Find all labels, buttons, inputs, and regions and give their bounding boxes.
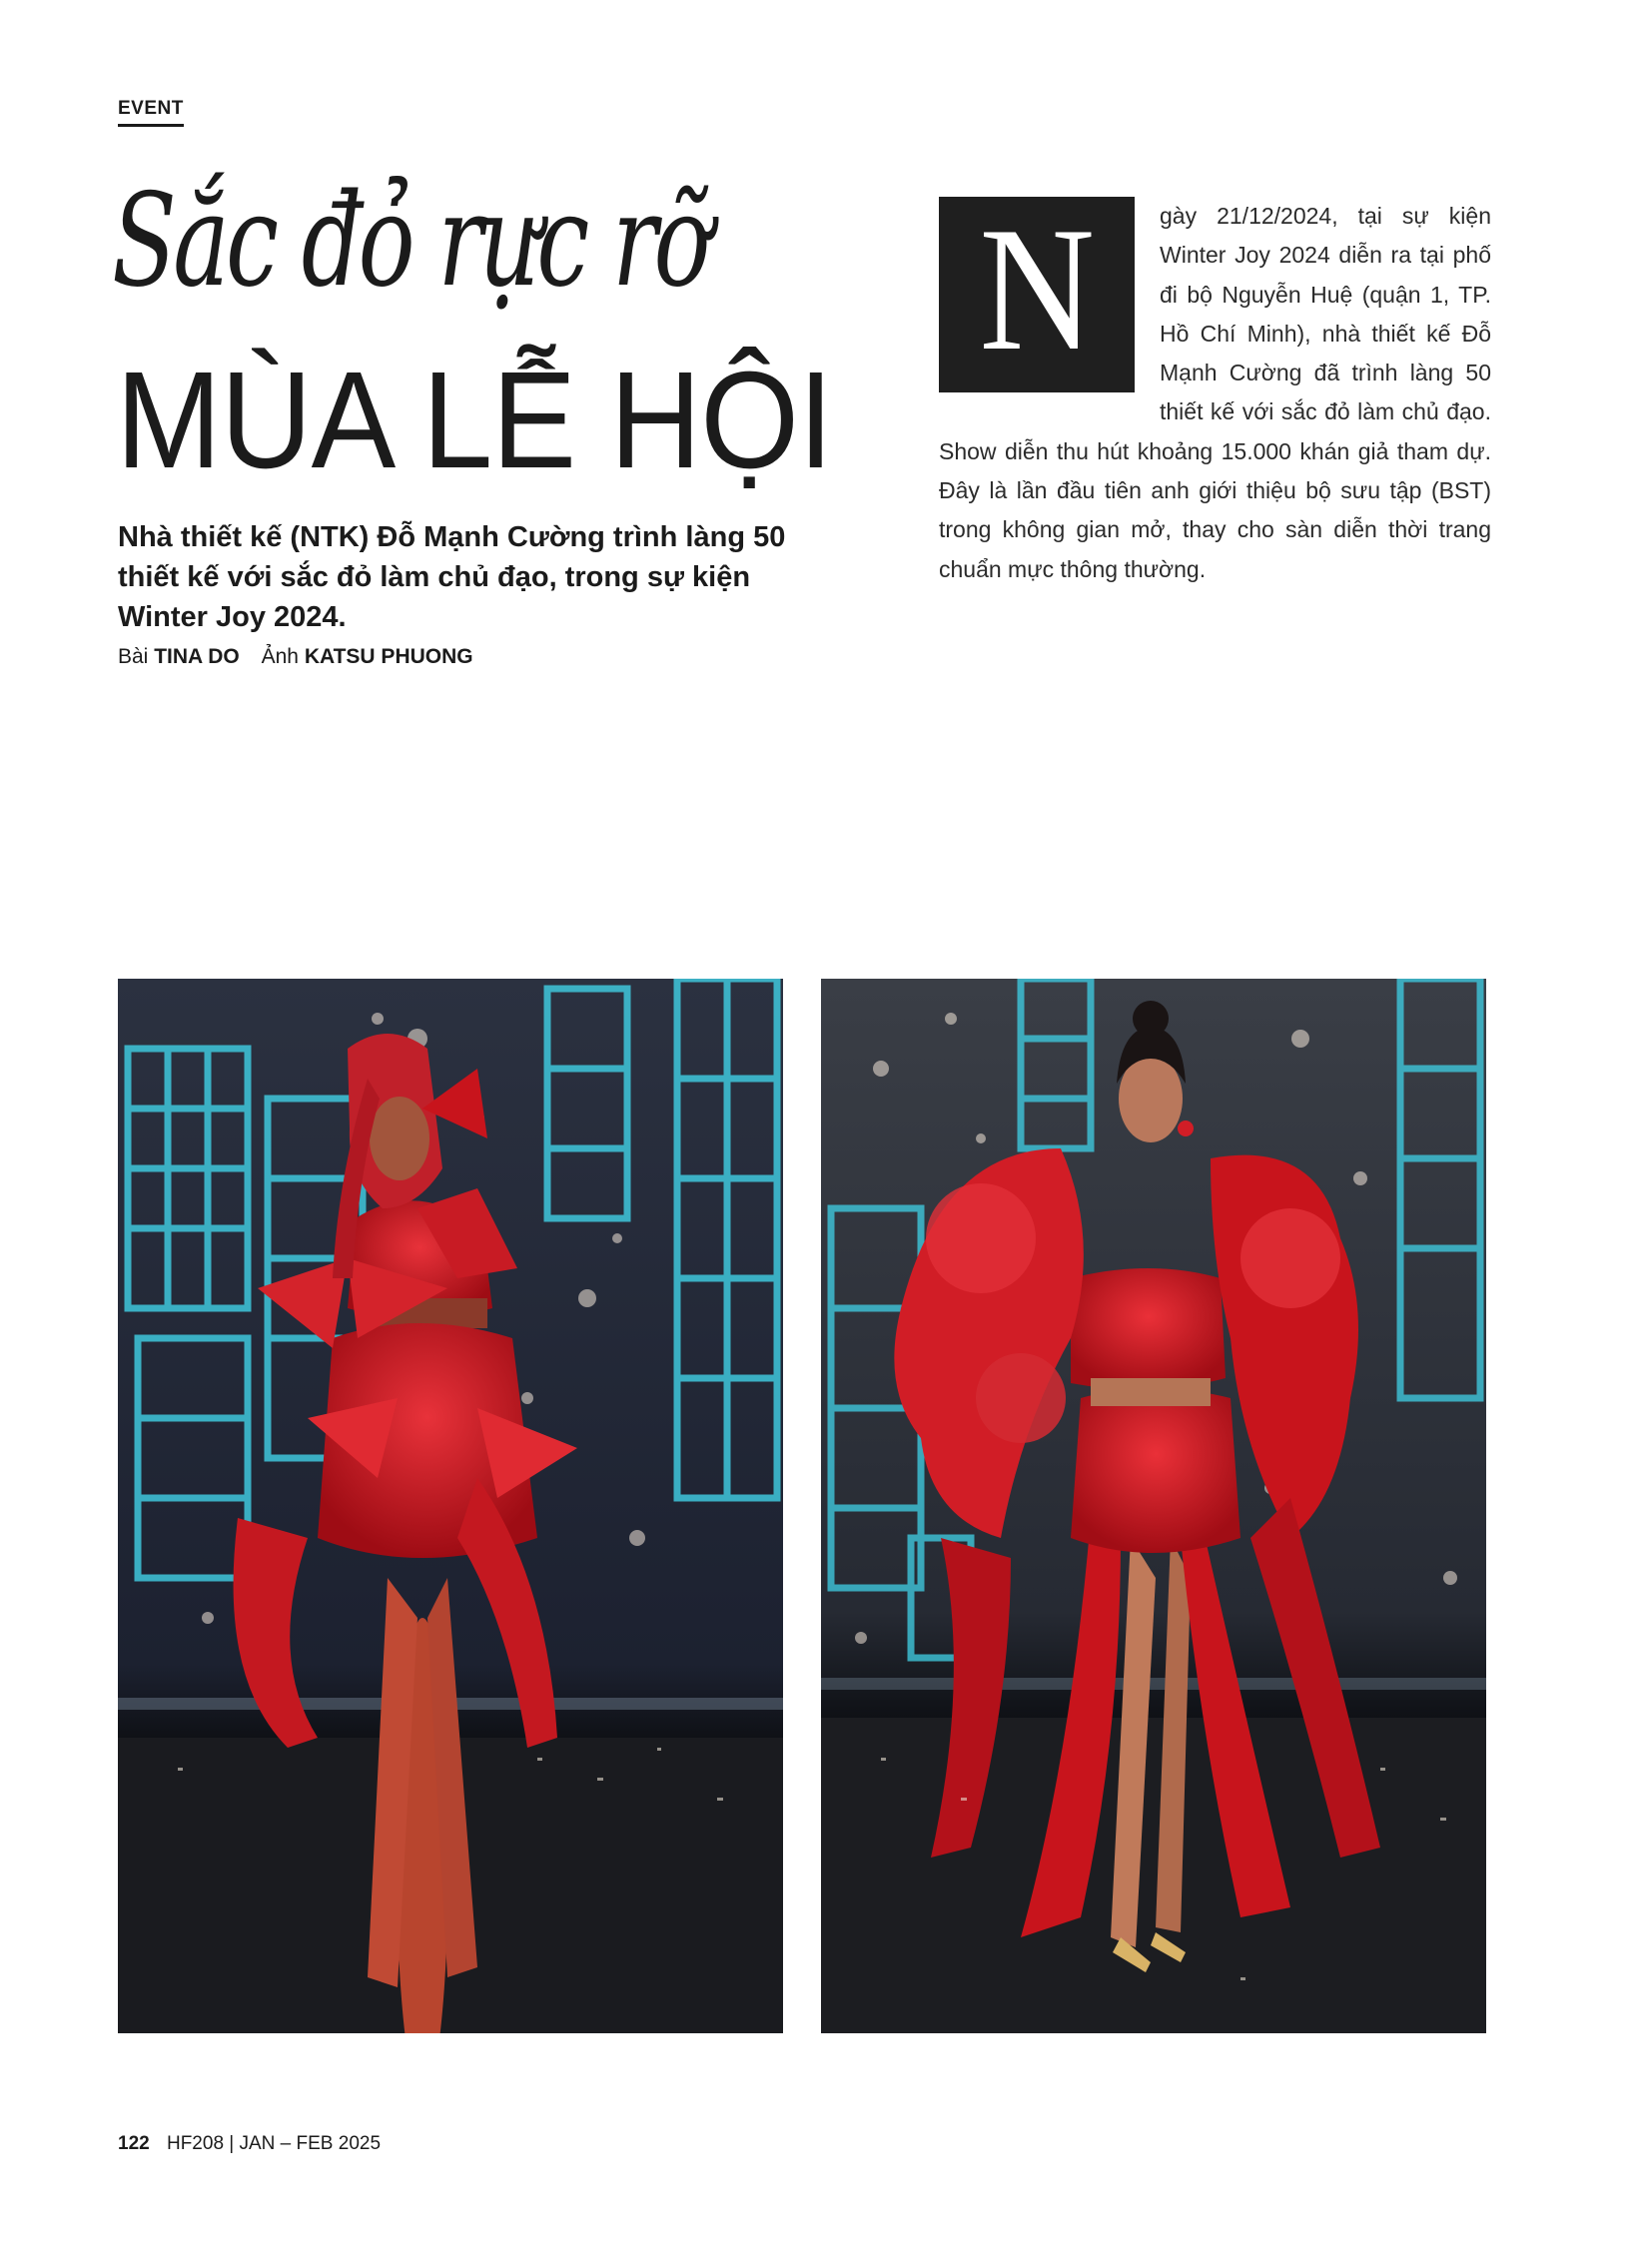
title-caps-line: MÙA LỄ HỘI [116,344,833,497]
body-text [939,190,1491,589]
section-tag: EVENT [118,98,184,127]
page-footer [118,2133,381,2155]
title-script-line: Sắc đỏ rực rỡ [112,167,707,316]
body-paragraph: gày 21/12/2024, tại sự kiện Winter Joy 2024 diễn ra tại phố đi bộ Nguyễn Huệ (quận 1, TP. Hồ Chí Minh), nhà thiết kế Đỗ Mạnh Cường đã trình làng 50 thiết kế với sắc đỏ làm chủ đạo. Show diễn thu hút khoảng 15.000 khán giả tham dự. Đây là lần đầu tiên anh giới thiệu bộ sưu tập (BST) trong không gian mở, thay cho sàn diễn thời trang chuẩn mực thông thường. [939,203,1491,582]
runway-photo-left-image [118,979,783,2033]
byline-text-label: Bài [118,645,149,668]
runway-photo-left [118,979,783,2033]
byline-photo-label: Ảnh [261,645,299,668]
byline [118,645,473,669]
drop-cap-letter: N [979,190,1095,387]
runway-photo-right [821,979,1486,2033]
runway-photo-right-image [821,979,1486,2033]
page-number: 122 [118,2133,150,2154]
issue-info: HF208 | JAN – FEB 2025 [166,2133,382,2154]
lead-paragraph: Nhà thiết kế (NTK) Đỗ Mạnh Cường trình làng 50 thiết kế với sắc đỏ làm chủ đạo, trong sự kiện Winter Joy 2024. [118,521,786,633]
byline-author: TINA DO [154,645,240,668]
byline-photographer: KATSU PHUONG [304,645,473,668]
drop-cap [939,190,1135,392]
